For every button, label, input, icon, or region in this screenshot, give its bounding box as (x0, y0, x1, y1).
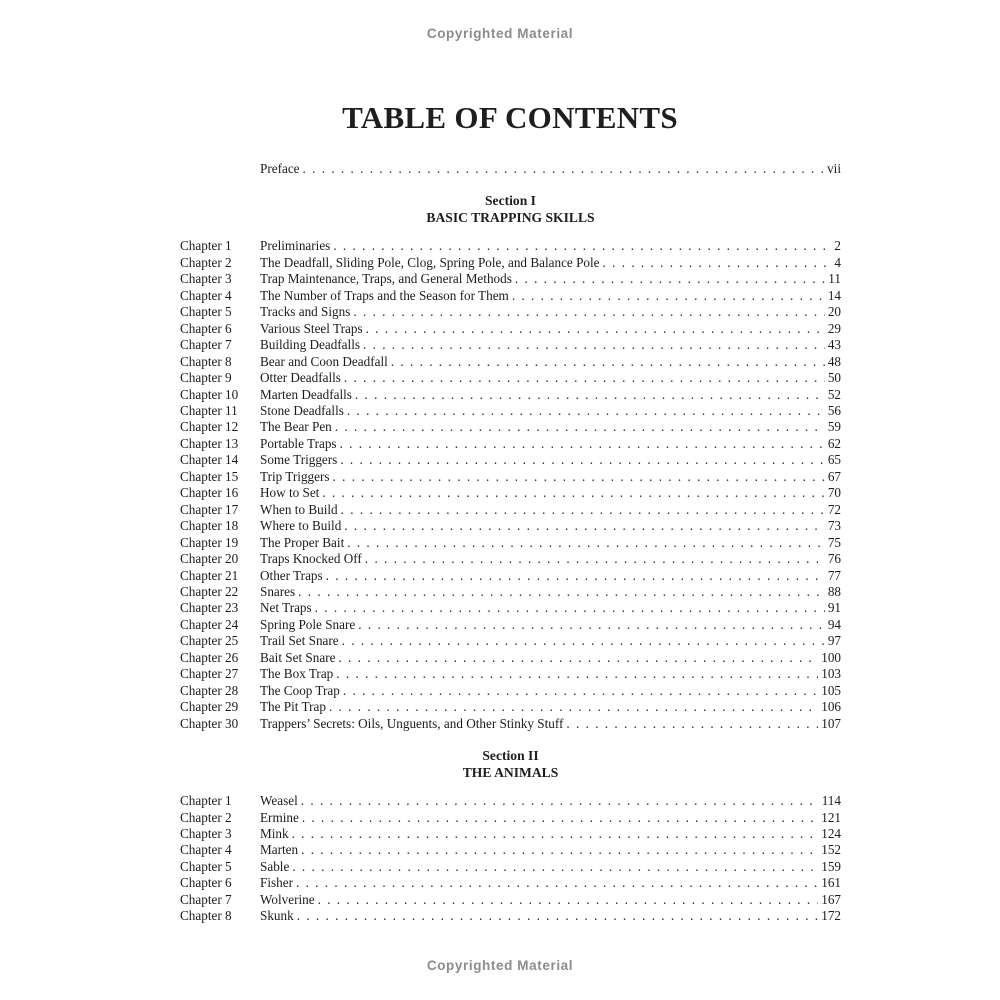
page-number: 152 (821, 842, 841, 858)
toc-entry (180, 321, 841, 337)
dot-leader (333, 469, 825, 485)
page-number: 105 (821, 682, 841, 698)
entry-title: Some Triggers (260, 452, 338, 468)
page-number: 52 (827, 386, 841, 402)
dot-leader (512, 288, 825, 304)
chapter-label: Chapter 12 (180, 419, 239, 435)
toc-entry (180, 403, 841, 419)
toc-entry (180, 650, 841, 666)
page-number: 114 (821, 793, 841, 809)
chapter-label: Chapter 15 (180, 468, 239, 484)
entry-title: The Bear Pen (260, 419, 332, 435)
page-number: 167 (821, 891, 841, 907)
entry-title: Preliminaries (260, 238, 331, 254)
entry-title: Mink (260, 825, 289, 841)
toc-entry (180, 716, 841, 732)
dot-leader (318, 892, 819, 908)
page-number: 11 (828, 271, 841, 287)
chapter-label: Chapter 1 (180, 238, 232, 254)
toc-entry (180, 387, 841, 403)
chapter-label: Chapter 9 (180, 370, 232, 386)
section-header (180, 193, 841, 226)
chapter-label: Chapter 21 (180, 567, 239, 583)
toc-entry (180, 271, 841, 287)
page-number: 88 (827, 583, 841, 599)
page-number: 43 (827, 337, 841, 353)
toc-entry (180, 288, 841, 304)
entry-title: Bait Set Snare (260, 649, 336, 665)
page-number: 56 (827, 402, 841, 418)
chapter-label: Chapter 26 (180, 649, 239, 665)
page-number: 73 (827, 518, 841, 534)
dot-leader (297, 908, 819, 924)
entry-title: Trail Set Snare (260, 633, 339, 649)
dot-leader (347, 403, 825, 419)
entry-title: Spring Pole Snare (260, 616, 356, 632)
dot-leader (340, 452, 825, 468)
section-subheading: THE ANIMALS (462, 764, 559, 780)
page-number: 97 (827, 633, 841, 649)
entry-title: When to Build (260, 501, 338, 517)
page-number: 62 (827, 435, 841, 451)
toc-entry (180, 535, 841, 551)
page-number: 103 (821, 666, 841, 682)
chapter-label: Chapter 2 (180, 809, 232, 825)
toc-entry (180, 683, 841, 699)
entry-title: Trip Triggers (260, 468, 330, 484)
entry-title: Marten Deadfalls (260, 386, 352, 402)
chapter-label: Chapter 6 (180, 320, 232, 336)
page-number: 29 (827, 320, 841, 336)
page-number: 124 (821, 825, 841, 841)
toc-entry (180, 793, 841, 809)
toc-entry (180, 826, 841, 842)
table-of-contents (180, 161, 841, 925)
toc-entry (180, 485, 841, 501)
chapter-label: Chapter 13 (180, 435, 239, 451)
toc-entry (180, 469, 841, 485)
section-heading: Section II (482, 748, 539, 764)
section-entries (180, 793, 841, 925)
entry-title: Sable (260, 858, 290, 874)
entry-title: How to Set (260, 485, 320, 501)
toc-entry (180, 255, 841, 271)
entry-title: Various Steel Traps (260, 320, 363, 336)
toc-entry (180, 892, 841, 908)
toc-entry (180, 518, 841, 534)
chapter-label: Chapter 29 (180, 699, 239, 715)
toc-entry (180, 617, 841, 633)
dot-leader (326, 568, 825, 584)
chapter-label: Chapter 17 (180, 501, 239, 517)
entry-title: Wolverine (260, 891, 315, 907)
dot-leader (344, 370, 825, 386)
toc-entry (180, 436, 841, 452)
entry-title: Portable Traps (260, 435, 337, 451)
dot-leader (322, 485, 824, 501)
toc-entry (180, 161, 841, 177)
toc-entry (180, 633, 841, 649)
page-number: 161 (821, 875, 841, 891)
dot-leader (342, 633, 825, 649)
toc-entry (180, 337, 841, 353)
dot-leader (365, 551, 825, 567)
toc-entry (180, 452, 841, 468)
toc-entry (180, 502, 841, 518)
copyright-watermark-bottom: Copyrighted Material (426, 958, 574, 973)
page-number: 59 (827, 419, 841, 435)
dot-leader (355, 387, 825, 403)
section-header (180, 748, 841, 781)
dot-leader (292, 826, 819, 842)
page-number: 48 (827, 353, 841, 369)
chapter-label: Chapter 7 (180, 891, 232, 907)
section-heading: Section I (485, 193, 536, 209)
dot-leader (301, 842, 818, 858)
dot-leader (353, 304, 824, 320)
dot-leader (292, 859, 818, 875)
entry-title: Marten (260, 842, 299, 858)
page-number: 67 (827, 468, 841, 484)
toc-entry (180, 810, 841, 826)
dot-leader (366, 321, 825, 337)
chapter-label: Chapter 22 (180, 583, 239, 599)
toc-entry (180, 238, 841, 254)
entry-title: The Pit Trap (260, 699, 326, 715)
chapter-label: Chapter 14 (180, 452, 239, 468)
chapter-label: Chapter 5 (180, 304, 232, 320)
page-number: 75 (827, 534, 841, 550)
entry-title: Skunk (260, 908, 294, 924)
toc-entry (180, 370, 841, 386)
chapter-label: Chapter 4 (180, 287, 232, 303)
page-number: 159 (821, 858, 841, 874)
page-number: 107 (821, 715, 841, 731)
toc-section (180, 193, 841, 732)
chapter-label: Chapter 16 (180, 485, 239, 501)
chapter-label: Chapter 30 (180, 715, 239, 731)
dot-leader (301, 793, 819, 809)
page-number: 91 (827, 600, 841, 616)
chapter-label: Chapter 10 (180, 386, 239, 402)
chapter-label: Chapter 27 (180, 666, 239, 682)
toc-entry (180, 584, 841, 600)
page-number: 70 (827, 485, 841, 501)
chapter-label: Chapter 8 (180, 908, 232, 924)
chapter-label: Chapter 19 (180, 534, 239, 550)
entry-title: Other Traps (260, 567, 323, 583)
chapter-label: Chapter 24 (180, 616, 239, 632)
page-number: 76 (827, 551, 841, 567)
dot-leader (335, 419, 825, 435)
page-number: 94 (827, 616, 841, 632)
chapter-label: Chapter 6 (180, 875, 232, 891)
entry-title: Stone Deadfalls (260, 402, 344, 418)
entry-title: The Box Trap (260, 666, 334, 682)
chapter-label: Chapter 4 (180, 842, 232, 858)
dot-leader (344, 518, 825, 534)
entry-title: The Deadfall, Sliding Pole, Clog, Spring Pole, and Balance Pole (260, 254, 600, 270)
dot-leader (340, 436, 825, 452)
dot-leader (343, 683, 818, 699)
page-number: vii (827, 161, 841, 176)
page-number: 2 (834, 238, 841, 254)
dot-leader (515, 271, 825, 287)
entry-title: Trap Maintenance, Traps, and General Methods (260, 271, 512, 287)
dot-leader (302, 810, 818, 826)
chapter-label: Chapter 28 (180, 682, 239, 698)
entry-title: Trappers’ Secrets: Oils, Unguents, and Other Stinky Stuff (260, 715, 564, 731)
toc-entry (180, 568, 841, 584)
entry-title: Building Deadfalls (260, 337, 360, 353)
page-title: TABLE OF CONTENTS (342, 100, 678, 135)
page-number: 121 (821, 809, 841, 825)
toc-entry (180, 551, 841, 567)
entry-title: The Proper Bait (260, 534, 345, 550)
chapter-label: Chapter 7 (180, 337, 232, 353)
section-subheading: BASIC TRAPPING SKILLS (426, 209, 595, 225)
chapter-label: Chapter 2 (180, 254, 232, 270)
chapter-label: Chapter 3 (180, 825, 232, 841)
page-number: 77 (827, 567, 841, 583)
entry-title: The Number of Traps and the Season for Them (260, 287, 509, 303)
toc-section (180, 748, 841, 925)
page-number: 20 (827, 304, 841, 320)
chapter-label: Chapter 8 (180, 353, 232, 369)
dot-leader (329, 699, 818, 715)
page-number: 72 (827, 501, 841, 517)
entry-title: Weasel (260, 793, 298, 809)
toc-entry (180, 842, 841, 858)
chapter-label: Chapter 3 (180, 271, 232, 287)
entry-title: Where to Build (260, 518, 342, 534)
dot-leader (315, 600, 825, 616)
entry-title: Fisher (260, 875, 293, 891)
toc-entry (180, 419, 841, 435)
toc-entry (180, 875, 841, 891)
toc-entry (180, 600, 841, 616)
dot-leader (338, 650, 818, 666)
dot-leader (336, 666, 818, 682)
toc-entry (180, 354, 841, 370)
entry-title: The Coop Trap (260, 682, 340, 698)
dot-leader (298, 584, 825, 600)
chapter-label: Chapter 1 (180, 793, 232, 809)
chapter-label: Chapter 20 (180, 551, 239, 567)
page-number: 50 (827, 370, 841, 386)
entry-title: Ermine (260, 809, 299, 825)
page-number: 14 (827, 287, 841, 303)
page-number: 106 (821, 699, 841, 715)
dot-leader (296, 875, 818, 891)
dot-leader (303, 161, 825, 177)
entry-title: Preface (260, 161, 300, 176)
toc-entry (180, 859, 841, 875)
copyright-watermark-top: Copyrighted Material (426, 26, 574, 41)
toc-entry (180, 908, 841, 924)
dot-leader (358, 617, 825, 633)
dot-leader (363, 337, 825, 353)
entry-title: Otter Deadfalls (260, 370, 341, 386)
dot-leader (333, 238, 831, 254)
toc-entry (180, 666, 841, 682)
chapter-label: Chapter 23 (180, 600, 239, 616)
page-number: 4 (834, 254, 841, 270)
dot-leader (566, 716, 818, 732)
dot-leader (603, 255, 832, 271)
dot-leader (391, 354, 825, 370)
chapter-label: Chapter 5 (180, 858, 232, 874)
page-number: 65 (827, 452, 841, 468)
section-entries (180, 238, 841, 732)
page-number: 172 (821, 908, 841, 924)
dot-leader (341, 502, 825, 518)
page-number: 100 (821, 649, 841, 665)
entry-title: Tracks and Signs (260, 304, 351, 320)
entry-title: Traps Knocked Off (260, 551, 362, 567)
chapter-label: Chapter 25 (180, 633, 239, 649)
entry-title: Net Traps (260, 600, 312, 616)
entry-title: Bear and Coon Deadfall (260, 353, 388, 369)
chapter-label: Chapter 18 (180, 518, 239, 534)
toc-entry (180, 304, 841, 320)
chapter-label: Chapter 11 (180, 402, 238, 418)
dot-leader (347, 535, 825, 551)
toc-entry (180, 699, 841, 715)
entry-title: Snares (260, 583, 296, 599)
